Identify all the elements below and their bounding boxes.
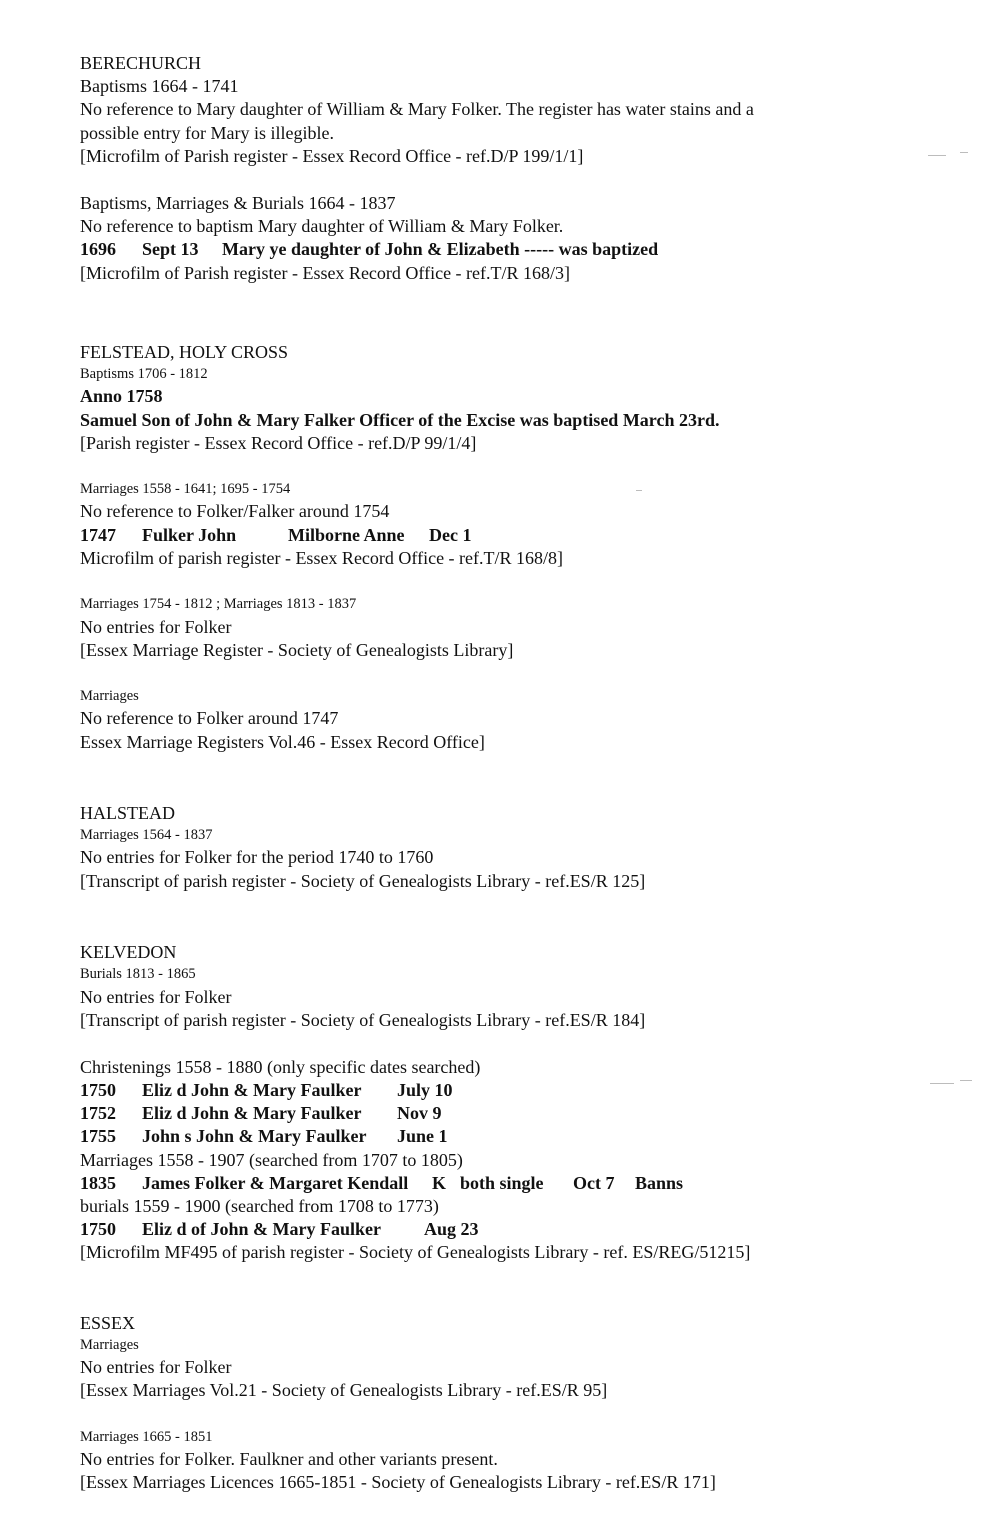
record-entry [80,1125,980,1148]
entry-date: July 10 [397,1080,453,1101]
entry-date: Oct 7 [573,1172,615,1193]
record-note: No entries for Folker [80,986,232,1007]
record-title: Marriages 1665 - 1851 [80,1428,213,1445]
section-felstead [80,341,980,754]
entry-text: James Folker & Margaret Kendall [142,1172,409,1193]
record-title: Marriages 1754 - 1812 ; Marriages 1813 - 1837 [80,596,357,612]
section-berechurch [80,52,980,285]
entry-date: June 1 [397,1126,448,1147]
record-title: Marriages 1558 - 1907 (searched from 1707 to 1805) [80,1149,463,1170]
entry-spouse: Milborne Anne [288,524,405,545]
record-entry [80,1172,980,1195]
scan-mark [930,1083,954,1084]
record-title: Baptisms 1706 - 1812 [80,365,208,382]
section-heading: KELVEDON [80,941,177,962]
entry-year: 1696 [80,239,116,260]
record-entry: Samuel Son of John & Mary Falker Officer of the Excise was baptised March 23rd. [80,409,720,430]
scan-mark [928,155,946,156]
section-essex [80,1312,980,1495]
record-source: [Parish register - Essex Record Office - ref.D/P 99/1/4] [80,432,477,453]
record-title: Marriages 1558 - 1641; 1695 - 1754 [80,480,291,497]
record-source: [Transcript of parish register - Society of Genealogists Library - ref.ES/R 184] [80,1009,646,1030]
record-title: Christenings 1558 - 1880 (only specific dates searched) [80,1056,481,1077]
section-heading: BERECHURCH [80,53,202,73]
record-note: No reference to baptism Mary daughter of William & Mary Folker. [80,216,564,237]
record-note: No reference to Folker/Falker around 1754 [80,501,390,522]
record-note: No entries for Folker. Faulkner and other variants present. [80,1449,498,1470]
record-title: Burials 1813 - 1865 [80,966,196,982]
scan-mark [960,152,968,153]
entry-year: 1835 [80,1172,116,1193]
entry-mark: K [432,1172,447,1193]
record-note: possible entry for Mary is illegible. [80,122,334,143]
record-entry [80,1102,980,1125]
record-source: [Essex Marriages Vol.21 - Society of Genealogists Library - ref.ES/R 95] [80,1380,608,1401]
record-entry [80,524,980,547]
section-kelvedon [80,941,980,1265]
record-title: Baptisms 1664 - 1741 [80,76,239,97]
entry-date: Aug 23 [424,1219,479,1240]
scan-mark [636,490,642,491]
section-heading: HALSTEAD [80,802,175,823]
record-source: [Microfilm of Parish register - Essex Record Office - ref.T/R 168/3] [80,262,571,283]
entry-text: Eliz d of John & Mary Faulker [142,1219,381,1240]
record-title: Marriages [80,687,139,704]
entry-year: 1750 [80,1219,116,1240]
entry-year: 1747 [80,524,116,545]
entry-date: Sept 13 [142,239,199,260]
entry-year: 1752 [80,1103,116,1124]
entry-text: Eliz d John & Mary Faulker [142,1080,362,1101]
record-title: Marriages [80,1336,139,1353]
entry-text: John s John & Mary Faulker [142,1126,367,1147]
record-note: No entries for Folker [80,616,232,637]
record-entry [80,238,980,261]
record-entry [80,1218,980,1241]
record-source: [Microfilm MF495 of parish register - Society of Genealogists Library - ref. ES/REG/51215] [80,1242,751,1263]
record-note: No entries for Folker for the period 1740 to 1760 [80,847,434,868]
record-source: [Essex Marriage Register - Society of Genealogists Library] [80,639,514,660]
record-title: burials 1559 - 1900 (searched from 1708 to 1773) [80,1196,439,1216]
record-note: No reference to Folker around 1747 [80,708,339,729]
scan-mark [960,1080,972,1081]
entry-text: Mary ye daughter of John & Elizabeth ----- was baptized [222,239,659,260]
record-source: Essex Marriage Registers Vol.46 - Essex Record Office] [80,731,485,752]
record-title: Marriages 1564 - 1837 [80,826,213,843]
entry-status: both single [460,1172,544,1193]
entry-year: 1755 [80,1126,116,1147]
document-page [80,52,980,1495]
section-halstead [80,802,980,893]
section-heading: FELSTEAD, HOLY CROSS [80,341,289,362]
record-note: No entries for Folker [80,1357,232,1378]
entry-date: Dec 1 [429,524,472,545]
record-source: Microfilm of parish register - Essex Record Office - ref.T/R 168/8] [80,547,564,568]
record-note: No reference to Mary daughter of William & Mary Folker. The register has water stains and a [80,99,754,120]
entry-year: 1750 [80,1080,116,1101]
record-entry [80,1079,980,1102]
record-source: [Essex Marriages Licences 1665-1851 - Society of Genealogists Library - ref.ES/R 171] [80,1472,716,1493]
entry-name: Fulker John [142,524,237,545]
section-heading: ESSEX [80,1312,136,1333]
record-title: Baptisms, Marriages & Burials 1664 - 1837 [80,192,396,213]
entry-date: Nov 9 [397,1103,442,1124]
record-source: [Microfilm of Parish register - Essex Record Office - ref.D/P 199/1/1] [80,145,584,166]
record-anno: Anno 1758 [80,386,163,407]
record-source: [Transcript of parish register - Society of Genealogists Library - ref.ES/R 125] [80,870,646,891]
entry-type: Banns [635,1172,684,1193]
entry-text: Eliz d John & Mary Faulker [142,1103,362,1124]
